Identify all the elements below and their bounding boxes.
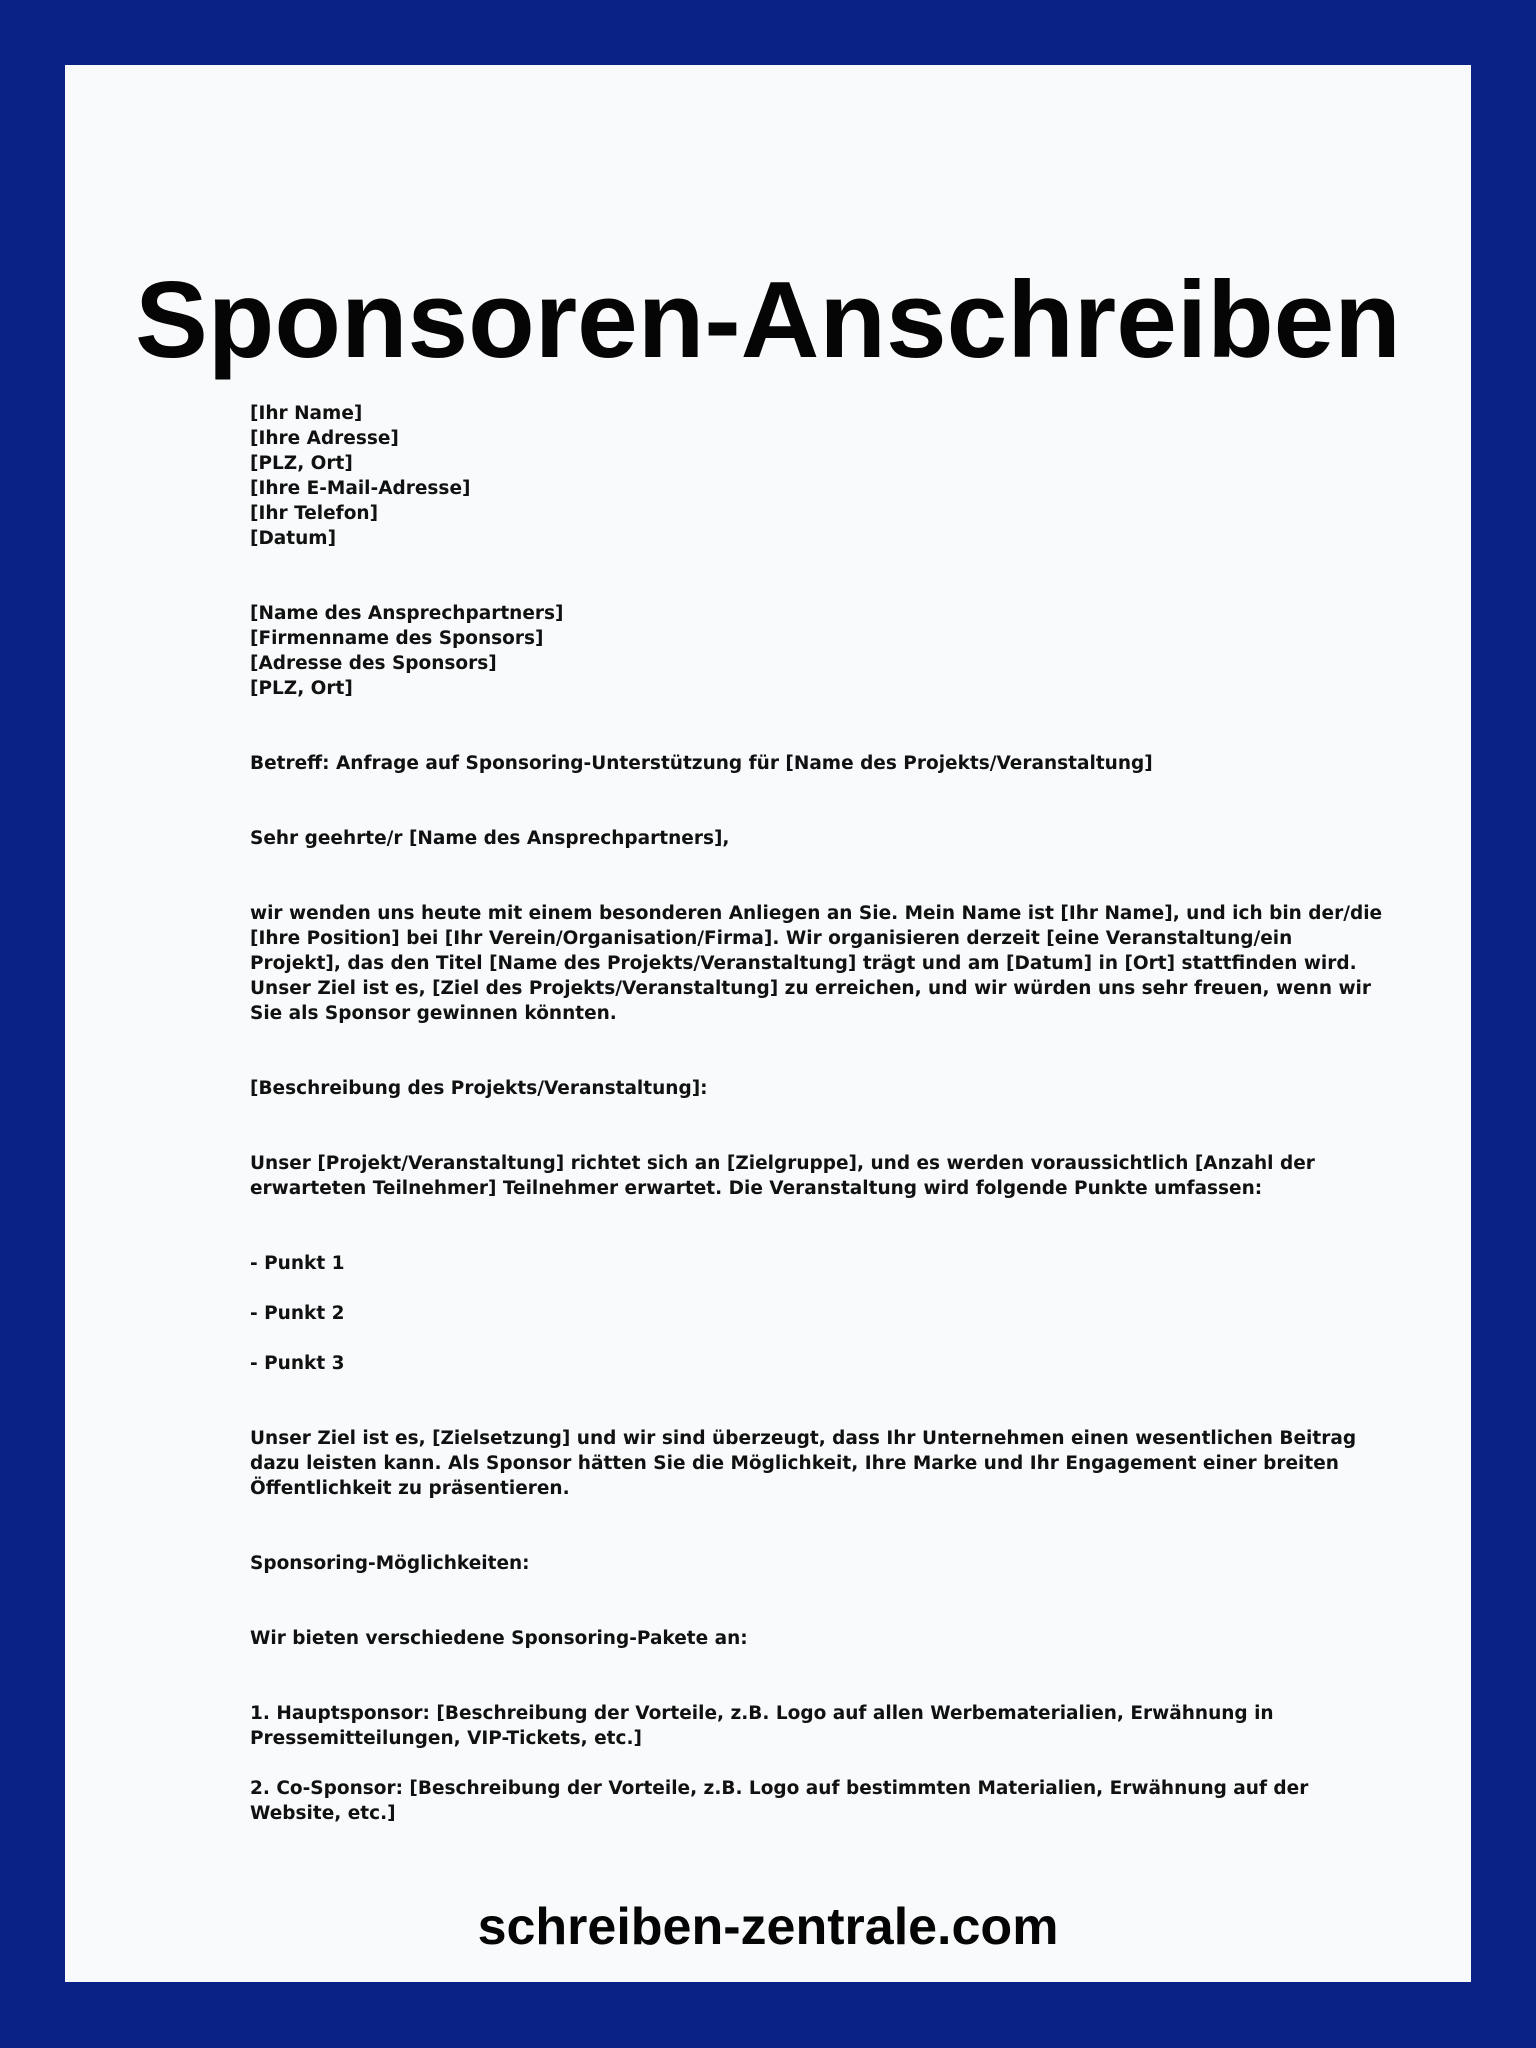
sender-name: [Ihr Name] xyxy=(250,403,363,424)
package-line: Website, etc.] xyxy=(250,1803,396,1824)
intro-paragraph xyxy=(250,901,1383,1026)
goal-line: Unser Ziel ist es, [Zielsetzung] und wir sind überzeugt, dass Ihr Unternehmen einen wesentlichen Beitrag xyxy=(250,1428,1357,1449)
sender-email: [Ihre E-Mail-Adresse] xyxy=(250,478,471,499)
list-item: - Punkt 1 xyxy=(250,1253,345,1274)
footer-website: schreiben-zentrale.com xyxy=(477,1898,1059,1956)
salutation: Sehr geehrte/r [Name des Ansprechpartners], xyxy=(250,828,730,849)
description-heading: [Beschreibung des Projekts/Veranstaltung]: xyxy=(250,1078,708,1099)
intro-line: Projekt], das den Titel [Name des Projekts/Veranstaltung] trägt und am [Datum] in [Ort] stattfinden wird. xyxy=(250,953,1357,974)
package-line: 1. Hauptsponsor: [Beschreibung der Vorteile, z.B. Logo auf allen Werbematerialien, Erwähnung in xyxy=(250,1703,1274,1724)
recipient-zip-city: [PLZ, Ort] xyxy=(250,678,353,699)
packages-list xyxy=(250,1701,1340,1826)
package-line: 2. Co-Sponsor: [Beschreibung der Vorteile, z.B. Logo auf bestimmten Materialien, Erwähnung auf der xyxy=(250,1778,1309,1799)
document-sheet xyxy=(65,65,1471,1982)
package-item xyxy=(250,1701,1340,1751)
intro-line: Unser Ziel ist es, [Ziel des Projekts/Veranstaltung] zu erreichen, und wir würden uns sehr freuen, wenn wir xyxy=(250,978,1372,999)
subject-line: Betreff: Anfrage auf Sponsoring-Unterstützung für [Name des Projekts/Veranstaltung] xyxy=(250,753,1153,774)
description-line: erwarteten Teilnehmer] Teilnehmer erwartet. Die Veranstaltung wird folgende Punkte umfassen: xyxy=(250,1178,1263,1199)
sender-date: [Datum] xyxy=(250,528,337,549)
package-line: Pressemitteilungen, VIP-Tickets, etc.] xyxy=(250,1728,642,1749)
document-title: Sponsoren-Anschreiben xyxy=(135,259,1401,381)
letter-body xyxy=(250,401,1383,1826)
goal-line: Öffentlichkeit zu präsentieren. xyxy=(250,1478,570,1499)
recipient-company: [Firmenname des Sponsors] xyxy=(250,628,544,649)
sender-block xyxy=(250,401,1340,551)
description-line: Unser [Projekt/Veranstaltung] richtet sich an [Zielgruppe], und es werden voraussichtlich [Anzahl der xyxy=(250,1153,1315,1174)
intro-line: Sie als Sponsor gewinnen könnten. xyxy=(250,1003,617,1024)
recipient-contact: [Name des Ansprechpartners] xyxy=(250,603,564,624)
recipient-block xyxy=(250,601,1340,701)
sender-address: [Ihre Adresse] xyxy=(250,428,399,449)
description-paragraph xyxy=(250,1151,1340,1201)
intro-line: [Ihre Position] bei [Ihr Verein/Organisation/Firma]. Wir organisieren derzeit [eine Veranstaltung/ein xyxy=(250,928,1293,949)
goal-paragraph xyxy=(250,1426,1357,1501)
sender-phone: [Ihr Telefon] xyxy=(250,503,379,524)
points-list xyxy=(250,1251,1340,1376)
list-item: - Punkt 2 xyxy=(250,1303,345,1324)
options-heading: Sponsoring-Möglichkeiten: xyxy=(250,1553,530,1574)
intro-line: wir wenden uns heute mit einem besonderen Anliegen an Sie. Mein Name ist [Ihr Name], und ich bin der/die xyxy=(250,903,1383,924)
recipient-address: [Adresse des Sponsors] xyxy=(250,653,497,674)
goal-line: dazu leisten kann. Als Sponsor hätten Sie die Möglichkeit, Ihre Marke und Ihr Engagement einer breiten xyxy=(250,1453,1339,1474)
package-item xyxy=(250,1776,1340,1826)
list-item: - Punkt 3 xyxy=(250,1353,345,1374)
packages-intro: Wir bieten verschiedene Sponsoring-Pakete an: xyxy=(250,1628,748,1649)
sender-zip-city: [PLZ, Ort] xyxy=(250,453,353,474)
